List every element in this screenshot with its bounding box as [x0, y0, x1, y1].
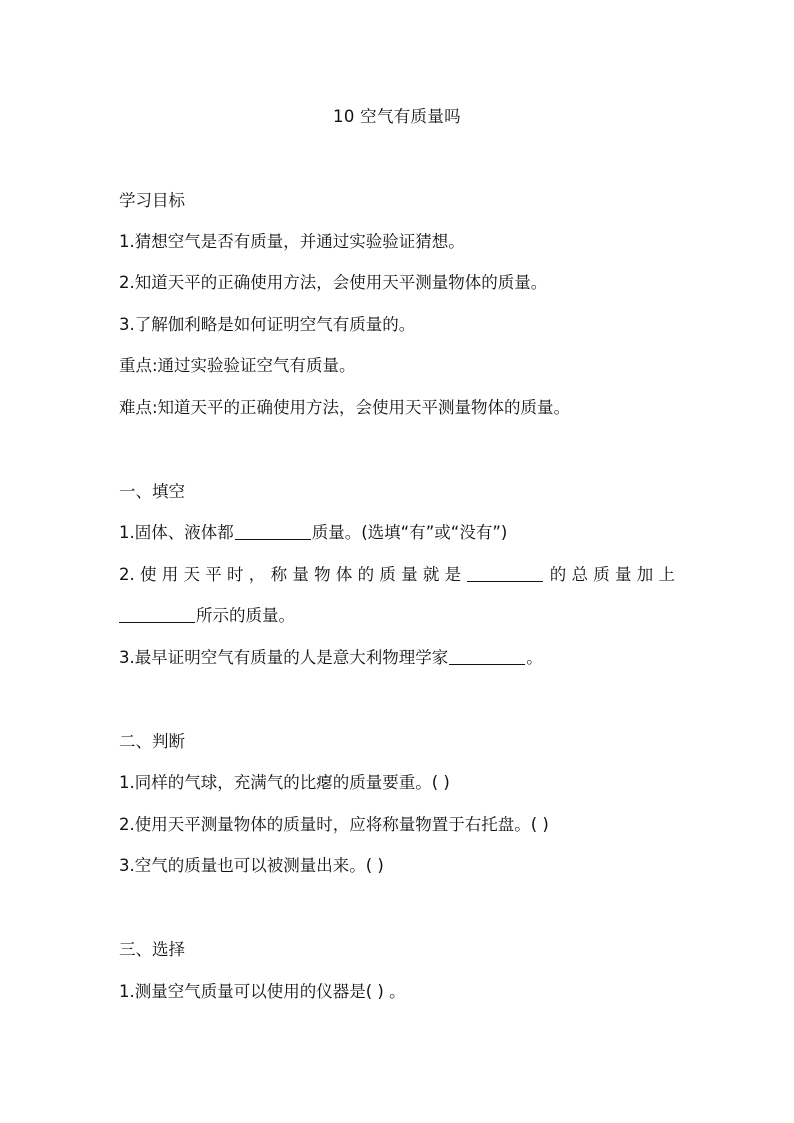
fill-q1-after: 质量。(选填“有”或“没有”) — [311, 523, 508, 542]
answer-blank[interactable] — [449, 648, 525, 665]
choice-item-1: 1.测量空气质量可以使用的仪器是( ) 。 — [119, 982, 406, 1001]
key-point: 重点:通过实验验证空气有质量。 — [119, 356, 356, 375]
judge-item-1: 1.同样的气球，充满气的比瘪的质量要重。( ) — [119, 773, 450, 792]
choice-heading: 三、选择 — [119, 940, 185, 959]
fill-blank-question-2-line-2 — [119, 605, 679, 627]
fill-blank-question-1 — [119, 522, 679, 544]
objectives-heading: 学习目标 — [119, 191, 185, 210]
fill-blank-question-3 — [119, 647, 679, 669]
fill-blank-heading: 一、填空 — [119, 482, 185, 501]
fill-q2-before: 2.使用天平时，称量物体的质量就是 — [119, 565, 467, 584]
fill-q3-before: 3.最早证明空气有质量的人是意大利物理学家 — [119, 648, 449, 667]
answer-blank[interactable] — [235, 523, 311, 540]
answer-blank[interactable] — [119, 606, 195, 623]
judge-item-2: 2.使用天平测量物体的质量时，应将称量物置于右托盘。( ) — [119, 815, 549, 834]
fill-q1-before: 1.固体、液体都 — [119, 523, 234, 542]
judge-item-3: 3.空气的质量也可以被测量出来。( ) — [119, 856, 384, 875]
objective-item-1: 1.猜想空气是否有质量，并通过实验验证猜想。 — [119, 232, 465, 251]
page-title: 10 空气有质量吗 — [333, 107, 461, 126]
fill-q3-after: 。 — [526, 648, 543, 667]
objective-item-3: 3.了解伽利略是如何证明空气有质量的。 — [119, 315, 416, 334]
judge-heading: 二、判断 — [119, 732, 185, 751]
fill-q2-middle: 的总质量加上 — [544, 565, 676, 584]
fill-blank-question-2-line-1 — [119, 564, 675, 586]
objective-item-2: 2.知道天平的正确使用方法，会使用天平测量物体的质量。 — [119, 273, 548, 292]
difficulty-point: 难点:知道天平的正确使用方法，会使用天平测量物体的质量。 — [119, 398, 571, 417]
answer-blank[interactable] — [467, 565, 543, 582]
fill-q2-after: 所示的质量。 — [196, 606, 295, 625]
